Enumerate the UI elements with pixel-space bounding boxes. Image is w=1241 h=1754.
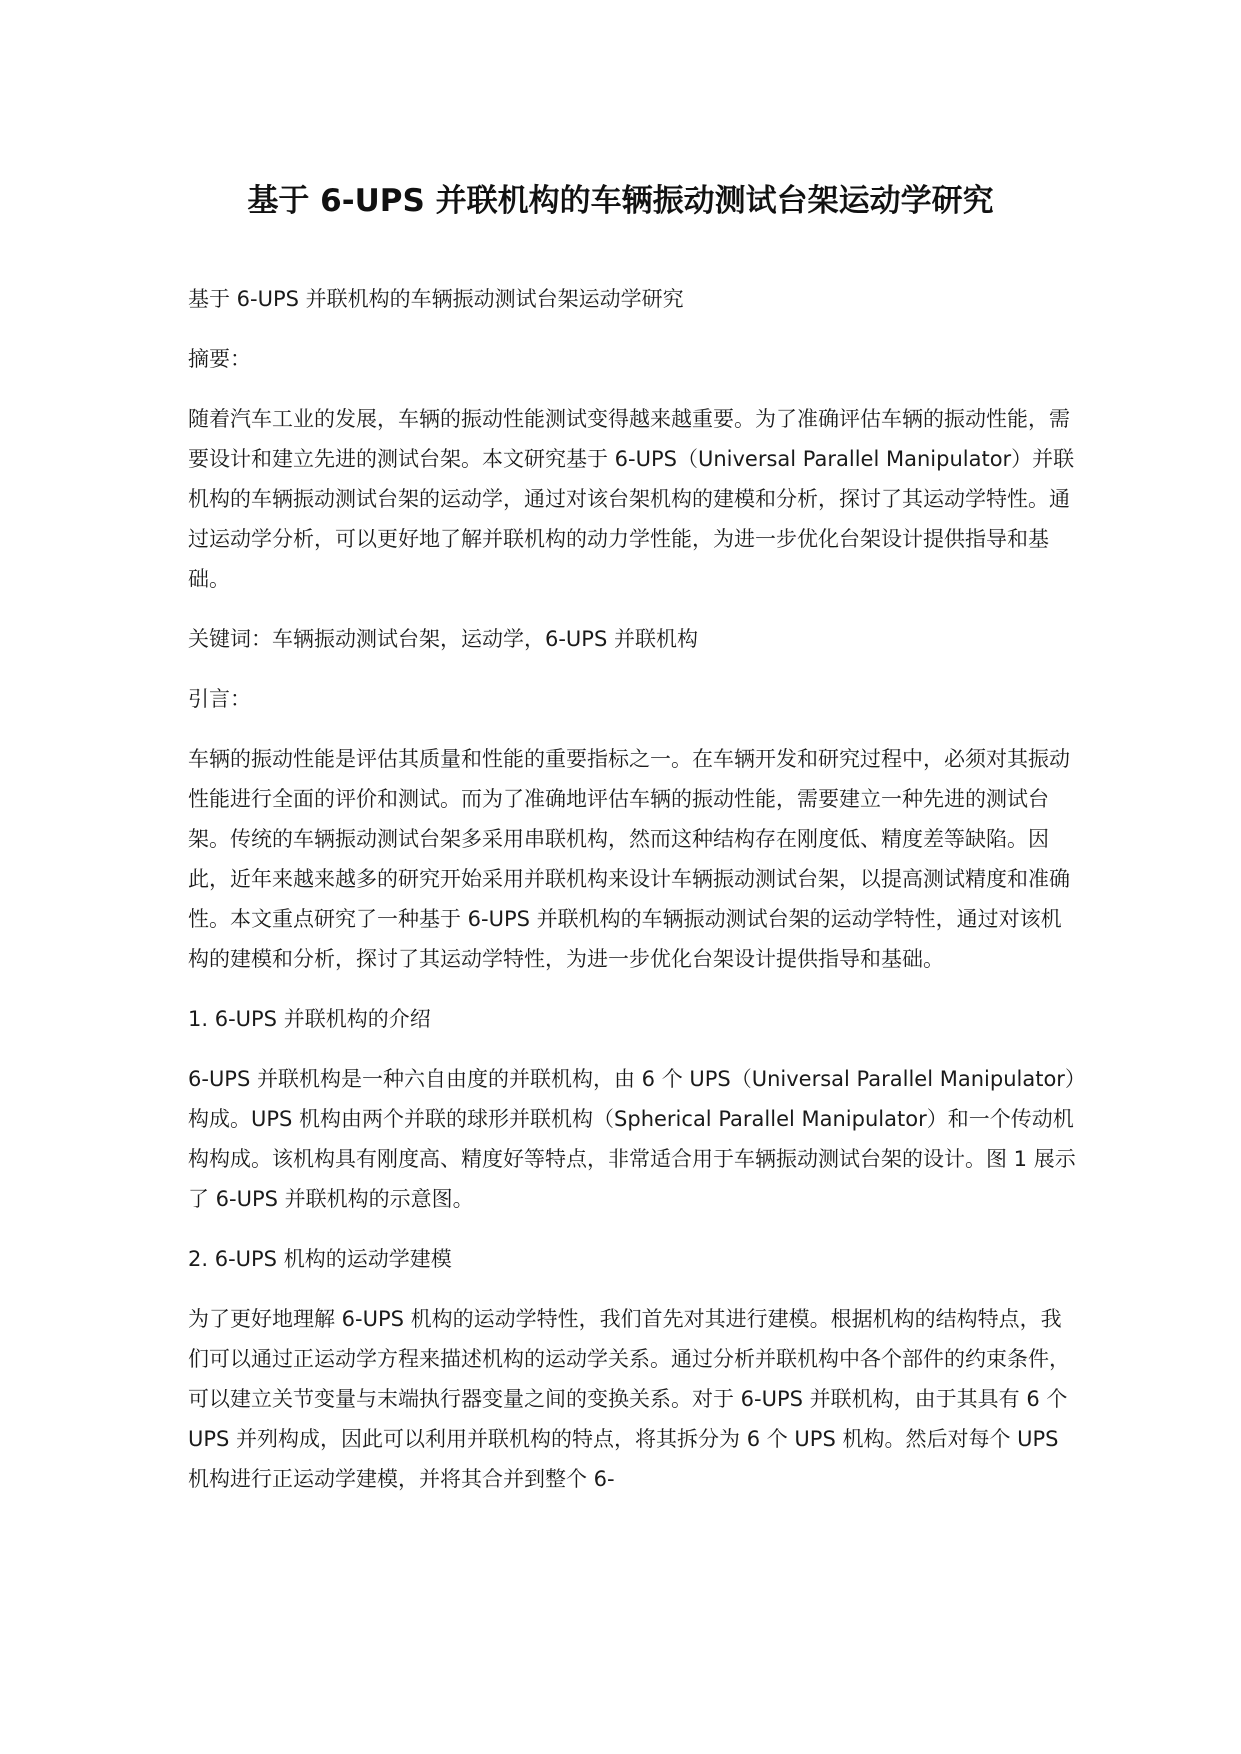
keywords-paragraph: 关键词：车辆振动测试台架，运动学，6-UPS 并联机构 bbox=[188, 627, 698, 651]
introduction-paragraph: 车辆的振动性能是评估其质量和性能的重要指标之一。在车辆开发和研究过程中，必须对其振动性能进行全面的评价和测试。而为了准确地评估车辆的振动性能，需要建立一种先进的测试台架。传统的车辆振动测试台架多采用串联机构，然而这种结构存在刚度低、精度差等缺陷。因此，近年来越来越多的研究开始采用并联机构来设计车辆振动测试台架，以提高测试精度和准确性。本文重点研究了一种基于 6-UPS 并联机构的车辆振动测试台架的运动学特性，通过对该机构的建模和分析，探讨了其运动学特性，为进一步优化台架设计提供指导和基础。 bbox=[188, 747, 1070, 971]
abstract-paragraph: 随着汽车工业的发展，车辆的振动性能测试变得越来越重要。为了准确评估车辆的振动性能，需要设计和建立先进的测试台架。本文研究基于 6-UPS（Universal Parallel Manipulator）并联机构的车辆振动测试台架的运动学，通过对该台架机构的建模和分析，探讨了其运动学特性。通过运动学分析，可以更好地了解并联机构的动力学性能，为进一步优化台架设计提供指导和基础。 bbox=[188, 407, 1075, 591]
section-2-paragraph: 为了更好地理解 6-UPS 机构的运动学特性，我们首先对其进行建模。根据机构的结构特点，我们可以通过正运动学方程来描述机构的运动学关系。通过分析并联机构中各个部件的约束条件，可以建立关节变量与末端执行器变量之间的变换关系。对于 6-UPS 并联机构，由于其具有 6 个 UPS 并列构成，因此可以利用并联机构的特点，将其拆分为 6 个 UPS 机构。然后对每个 UPS 机构进行正运动学建模，并将其合并到整个 6- bbox=[188, 1307, 1070, 1491]
document-body bbox=[188, 279, 1078, 1499]
subtitle-paragraph: 基于 6-UPS 并联机构的车辆振动测试台架运动学研究 bbox=[188, 287, 684, 311]
section-2-heading: 2. 6-UPS 机构的运动学建模 bbox=[188, 1247, 452, 1271]
abstract-heading: 摘要： bbox=[188, 347, 251, 371]
document-title: 基于 6-UPS 并联机构的车辆振动测试台架运动学研究 bbox=[247, 183, 994, 219]
section-1-heading: 1. 6-UPS 并联机构的介绍 bbox=[188, 1007, 431, 1031]
introduction-heading: 引言： bbox=[188, 687, 251, 711]
section-1-paragraph: 6-UPS 并联机构是一种六自由度的并联机构，由 6 个 UPS（Universal Parallel Manipulator）构成。UPS 机构由两个并联的球形并联机构（Spherical Parallel Manipulator）和一个传动机构构成。该机构具有刚度高、精度好等特点，非常适合用于车辆振动测试台架的设计。图 1 展示了 6-UPS 并联机构的示意图。 bbox=[188, 1067, 1076, 1211]
